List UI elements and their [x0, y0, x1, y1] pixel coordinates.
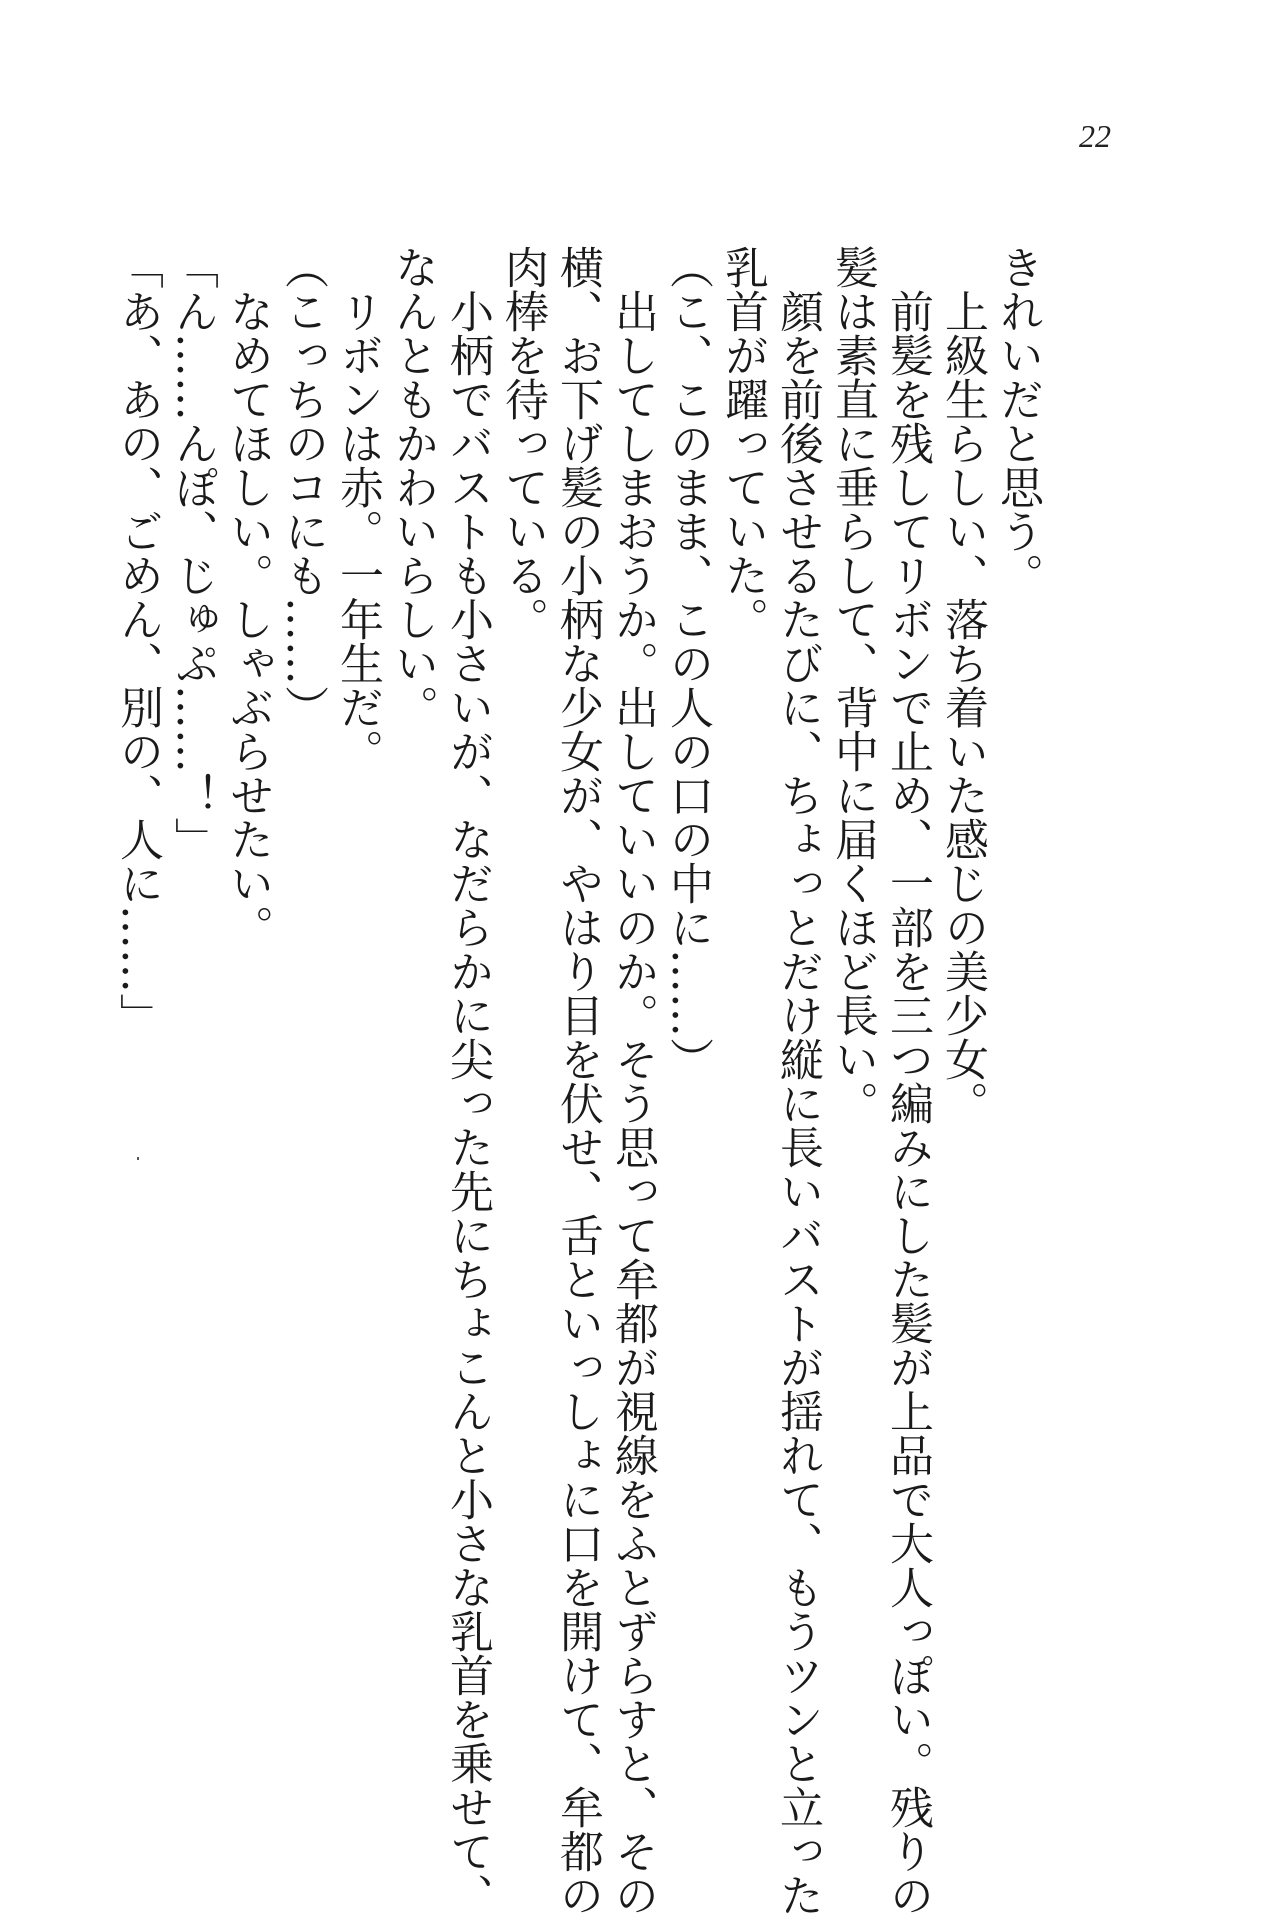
- text-line: なんともかわいらしい。: [387, 245, 438, 729]
- text-line: きれいだと思う。: [992, 245, 1043, 597]
- text-line: 上級生らしい、落ち着いた感じの美少女。: [937, 245, 988, 1125]
- text-line: 顔を前後させるたびに、ちょっとだけ縦に長いバストが揺れて、もうツンと立った: [772, 245, 823, 1917]
- text-line: 肉棒を待っている。: [497, 245, 548, 641]
- text-line: 髪は素直に垂らして、背中に届くほど長い。: [827, 245, 878, 1125]
- text-line: 横、お下げ髪の小柄な少女が、やはり目を伏せ、舌といっしょに口を開けて、牟都の: [552, 245, 603, 1917]
- text-line: 乳首が躍っていた。: [717, 245, 768, 641]
- text-line: 出してしまおうか。出していいのか。そう思って牟都が視線をふとずらすと、その: [607, 245, 658, 1917]
- text-line: 「ん……んぽ、じゅぷ……！」: [167, 245, 218, 861]
- text-line: 前髪を残してリボンで止め、一部を三つ編みにした髪が上品で大人っぽい。残りの: [882, 245, 933, 1917]
- text-line: 「あ、あの、ごめん、別の、人に……」: [112, 245, 163, 1037]
- body-text: [110, 245, 1045, 1917]
- text-line: なめてほしい。しゃぶらせたい。: [222, 245, 273, 949]
- text-line: 小柄でバストも小さいが、なだらかに尖った先にちょこんと小さな乳首を乗せて、: [442, 245, 493, 1917]
- page-number: 22: [1079, 118, 1111, 154]
- text-line: （こ、このまま、この人の口の中に……）: [662, 245, 713, 1081]
- text-line: リボンは赤。一年生だ。: [332, 245, 383, 773]
- text-line: （こっちのコにも……）: [277, 245, 328, 729]
- scan-speck: [137, 1157, 139, 1160]
